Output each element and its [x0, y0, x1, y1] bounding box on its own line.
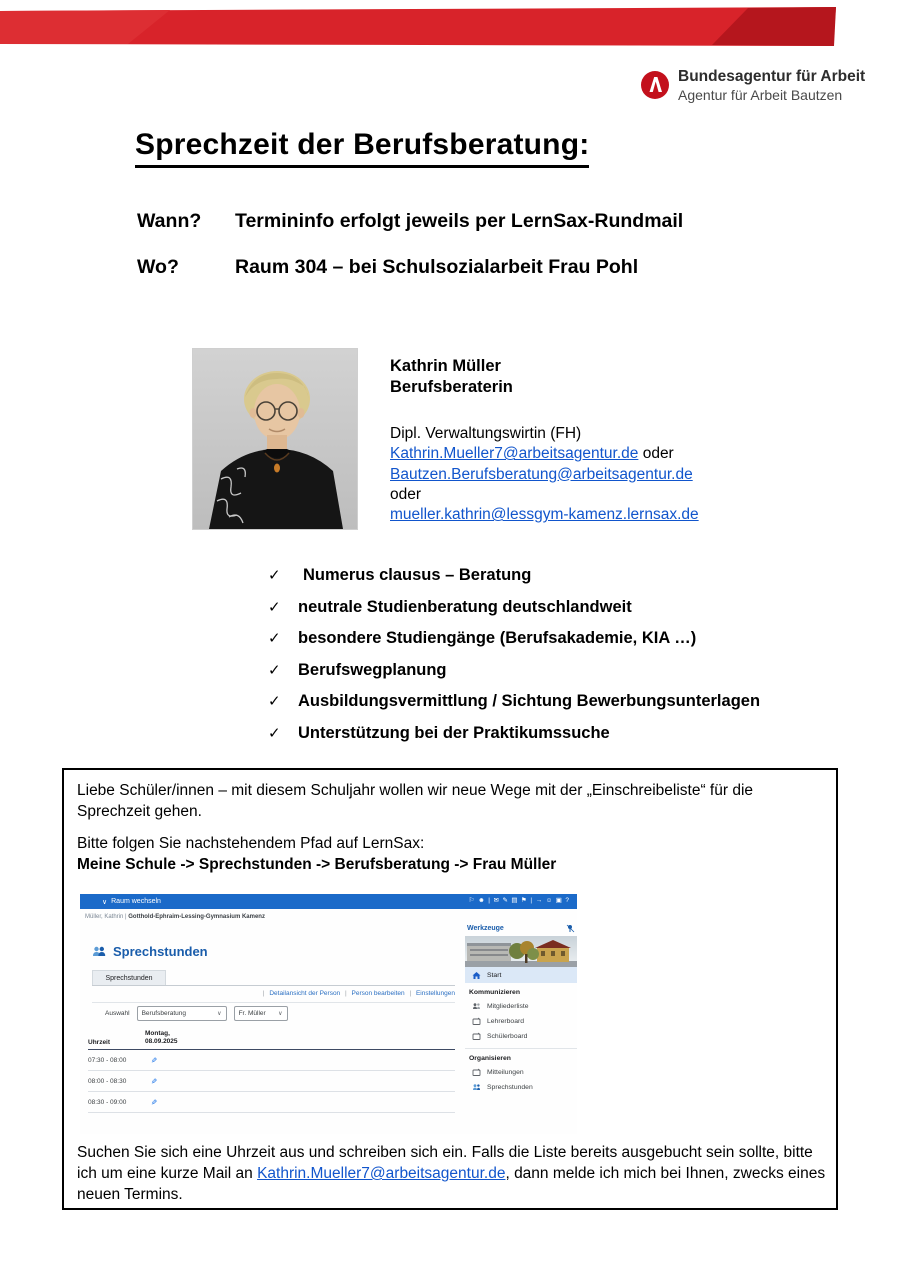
infobox-path-label: Bitte folgen Sie nachstehendem Pfad auf LernSax:	[77, 835, 425, 852]
where-label: Wo?	[137, 256, 179, 278]
outro-email-link[interactable]: Kathrin.Mueller7@arbeitsagentur.de	[257, 1165, 506, 1182]
breadcrumb-separator: |	[125, 914, 127, 920]
sidebar-item-schuelerboard[interactable]	[465, 1029, 577, 1044]
day-line1: Montag,	[145, 1030, 170, 1037]
service-label: besondere Studiengänge (Berufsakademie, KIA …)	[298, 629, 697, 647]
services-list	[268, 566, 760, 755]
link-separator: |	[409, 990, 412, 997]
email-office-link[interactable]: Bautzen.Berufsberatung@arbeitsagentur.de	[390, 465, 693, 483]
lernsax-screenshot	[80, 894, 577, 1134]
breadcrumb-user[interactable]: Müller, Kathrin	[85, 914, 124, 920]
people-icon	[472, 1083, 481, 1092]
day-line2: 08.09.2025	[145, 1038, 178, 1045]
email-work-link[interactable]: Kathrin.Mueller7@arbeitsagentur.de	[390, 445, 639, 463]
day-column-header	[145, 1030, 178, 1046]
bundesagentur-logo-icon	[640, 70, 670, 100]
agency-logo	[640, 68, 865, 104]
signup-pencil-icon[interactable]: ✎	[151, 1055, 158, 1065]
selection-row	[105, 1006, 288, 1021]
notifications-icon[interactable]: ⚐	[468, 897, 475, 905]
share-icon[interactable]: →	[535, 897, 543, 905]
detail-view-link[interactable]: Detailansicht der Person	[269, 990, 341, 997]
divider	[92, 1002, 455, 1003]
werkzeuge-title: Werkzeuge	[467, 925, 504, 932]
sidebar-item-label: Start	[487, 971, 502, 979]
advisor-photo	[193, 349, 357, 529]
board-icon	[472, 1032, 481, 1041]
service-label: Numerus clausus – Beratung	[303, 566, 532, 584]
where-value: Raum 304 – bei Schulsozialarbeit Frau Pohl	[235, 256, 639, 278]
oder-text: oder	[390, 485, 422, 503]
check-icon: ✓	[268, 630, 281, 647]
board-icon	[472, 1068, 481, 1077]
service-label: Unterstützung bei der Praktikumssuche	[298, 723, 610, 742]
link-separator: |	[262, 990, 265, 997]
icon-divider: |	[488, 897, 490, 905]
edit-icon[interactable]: ✎	[502, 897, 508, 905]
oder-text: oder	[638, 445, 674, 463]
advisor-qualification: Dipl. Verwaltungswirtin (FH)	[390, 425, 582, 442]
info-box	[62, 768, 838, 1210]
outro-text-before: Suchen Sie sich eine Uhrzeit aus und schreiben sich ein. Falls die Liste bereits ausgebucht sein sollte, bitte ich um eine kurze Mail an	[77, 1144, 813, 1182]
outro-text-after: , dann melde ich mich bei Ihnen, zwecks eines neuen Termins.	[77, 1165, 826, 1203]
werkzeuge-sidebar	[465, 924, 577, 1095]
brand-banner	[0, 0, 900, 52]
mail-icon[interactable]: ✉	[493, 897, 499, 905]
icon-divider: |	[530, 897, 533, 905]
timeslot-label: 08:30 - 09:00	[88, 1098, 127, 1106]
bookmark-icon[interactable]: ⚑	[521, 897, 527, 905]
person-select[interactable]	[234, 1006, 288, 1021]
agency-name: Bundesagentur für Arbeit	[678, 68, 866, 85]
service-label: Ausbildungsvermittlung / Sichtung Bewerbungsunterlagen	[298, 692, 761, 710]
sidebar-item-label: Mitgliederliste	[487, 1003, 529, 1010]
list-item	[268, 598, 760, 617]
room-switch-label: Raum wechseln	[111, 898, 161, 905]
list-item	[268, 661, 760, 680]
members-icon	[472, 1002, 481, 1011]
profile-icon[interactable]: ☺	[545, 897, 553, 905]
list-item	[268, 692, 760, 711]
advisor-details	[390, 424, 770, 525]
agency-location: Agentur für Arbeit Bautzen	[678, 87, 843, 103]
chevron-down-icon: ∨	[102, 898, 108, 906]
list-item	[268, 724, 760, 743]
infobox-outro	[77, 1142, 829, 1205]
check-icon: ✓	[268, 693, 281, 710]
pin-icon[interactable]	[566, 924, 575, 933]
topic-select[interactable]	[137, 1006, 227, 1021]
timeslot-label: 07:30 - 08:00	[88, 1056, 127, 1064]
sidebar-item-sprechstunden[interactable]	[465, 1080, 577, 1095]
link-separator: |	[345, 990, 347, 997]
sidebar-item-label: Mitteilungen	[487, 1069, 524, 1076]
where-row	[137, 256, 857, 279]
people-icon	[92, 946, 106, 957]
print-icon[interactable]: ▣	[555, 897, 562, 905]
check-icon: ✓	[268, 724, 281, 742]
list-item	[268, 566, 760, 585]
signup-pencil-icon[interactable]: ✎	[151, 1076, 158, 1086]
sidebar-item-mitteilungen[interactable]	[465, 1065, 577, 1080]
service-label: Berufswegplanung	[298, 660, 447, 679]
table-row	[88, 1092, 455, 1113]
breadcrumb	[85, 914, 265, 920]
check-icon: ✓	[268, 598, 281, 616]
tab-underline	[92, 985, 455, 986]
sidebar-item-label: Schülerboard	[487, 1033, 528, 1040]
help-icon[interactable]: ?	[565, 897, 569, 905]
sidebar-section-kommunizieren: Kommunizieren	[469, 989, 520, 996]
sidebar-item-label: Sprechstunden	[487, 1084, 533, 1091]
tab-sprechstunden[interactable]: Sprechstunden	[92, 970, 166, 986]
person-select-value: Fr. Müller	[238, 1010, 266, 1017]
sidebar-item-label: Lehrerboard	[487, 1018, 525, 1025]
check-icon: ✓	[268, 661, 281, 679]
topbar-icons	[469, 898, 569, 905]
sidebar-item-start[interactable]	[465, 967, 577, 983]
members-icon[interactable]: ☻	[477, 897, 485, 905]
page-title: Sprechzeit der Berufsberatung:	[135, 128, 589, 168]
when-label: Wann?	[137, 210, 202, 232]
sprechstunden-heading	[92, 944, 208, 959]
werkzeuge-header	[465, 924, 577, 936]
breadcrumb-school: Gotthold-Ephraim-Lessing-Gymnasium Kamenz	[128, 914, 265, 920]
sidebar-section-organisieren: Organisieren	[469, 1055, 511, 1062]
advisor-name: Kathrin Müller	[390, 357, 501, 375]
timeslot-table	[88, 1030, 455, 1113]
settings-link[interactable]: Einstellungen	[415, 990, 455, 997]
check-icon: ✓	[268, 567, 281, 584]
when-row	[137, 210, 857, 233]
timeslot-label: 08:00 - 08:30	[88, 1077, 127, 1085]
heading-label: Sprechstunden	[113, 944, 208, 959]
email-lernsax-link[interactable]: mueller.kathrin@lessgym-kamenz.lernsax.de	[390, 506, 699, 524]
signup-pencil-icon[interactable]: ✎	[151, 1097, 158, 1107]
toolbar-links	[80, 990, 455, 997]
advisor-header	[390, 356, 513, 398]
when-value: Termininfo erfolgt jeweils per LernSax-Rundmail	[235, 210, 684, 232]
infobox-path-value: Meine Schule -> Sprechstunden -> Berufsberatung -> Frau Müller	[77, 856, 557, 873]
chevron-down-icon: ∨	[278, 1011, 283, 1017]
table-row	[88, 1050, 455, 1071]
chevron-down-icon: ∨	[217, 1011, 222, 1017]
sidebar-item-lehrerboard[interactable]	[465, 1014, 577, 1029]
infobox-intro: Liebe Schüler/innen – mit diesem Schuljahr wollen wir neue Wege mit der „Einschreibeliste“ für die Sprechzeit gehen.	[77, 782, 754, 820]
advisor-role: Berufsberaterin	[390, 378, 513, 396]
room-switch-button[interactable]	[102, 898, 161, 906]
selection-label: Auswahl	[105, 1010, 130, 1017]
school-photo	[465, 936, 577, 967]
list-item	[268, 629, 760, 648]
service-label: neutrale Studienberatung deutschlandweit	[298, 597, 632, 616]
table-header	[88, 1030, 455, 1046]
topic-select-value: Berufsberatung	[141, 1010, 187, 1017]
lernsax-topbar	[80, 894, 577, 909]
table-row	[88, 1071, 455, 1092]
files-icon[interactable]: ▤	[511, 897, 518, 905]
board-icon	[472, 1017, 481, 1026]
sidebar-item-mitgliederliste[interactable]	[465, 999, 577, 1014]
time-column-header: Uhrzeit	[88, 1039, 111, 1046]
home-icon	[472, 971, 481, 980]
edit-person-link[interactable]: Person bearbeiten	[351, 990, 405, 997]
